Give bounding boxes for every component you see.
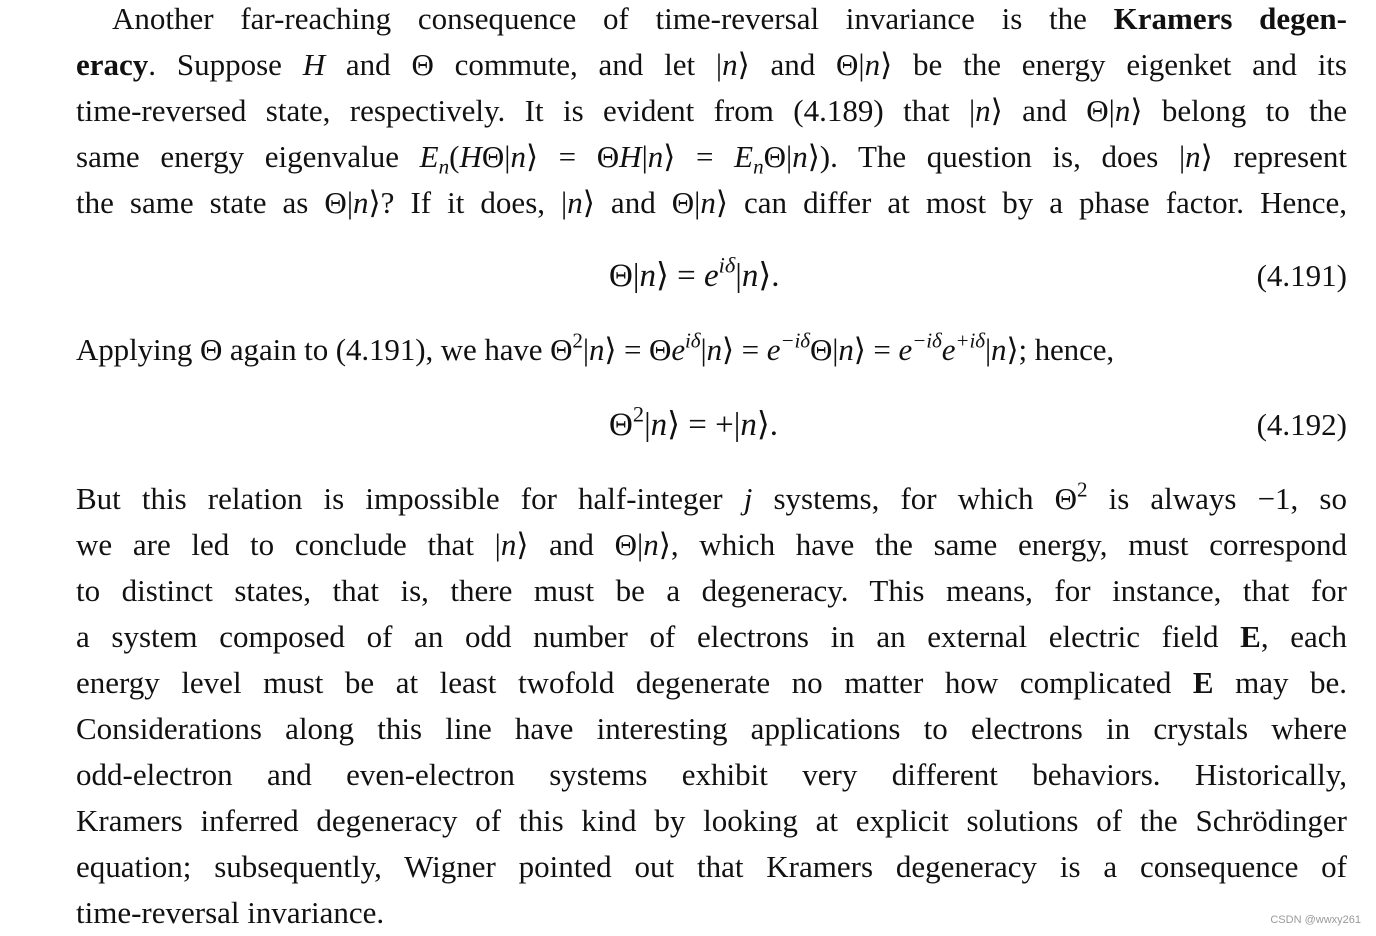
text-line: Kramers inferred degeneracy of this kind by looking at explicit solutions of the Schrödinger <box>76 803 1347 838</box>
text-line: a system composed of an odd number of electrons in an external electric field E, each <box>76 619 1348 654</box>
text-line: time-reversed state, respectively. It is evident from (4.189) that |n⟩ and Θ|n⟩ belong to the <box>76 93 1348 128</box>
text-line: the same state as Θ|n⟩? If it does, |n⟩ and Θ|n⟩ can differ at most by a phase factor. Hence, <box>76 185 1347 220</box>
text-line: Applying Θ again to (4.191), we have $\Theta^2|n⟩$ = $\Theta e^{i\delta}|n⟩$ = $e^{-i\delta}\Theta|n⟩$ = $e^{-i\delta}e^{+i\delta}|n⟩$; hence, <box>76 328 1115 367</box>
term-kramers-degeneracy: Kramers degen- <box>1113 1 1347 36</box>
paragraph-half-integer <box>76 476 1347 936</box>
watermark: CSDN @wwxy261 <box>1270 914 1361 926</box>
equation-number: (4.192) <box>1256 407 1347 442</box>
text-line: Another far-reaching consequence of time-reversal invariance is the Kramers degen- <box>112 1 1347 36</box>
text-line: time-reversal invariance. <box>76 895 385 930</box>
paragraph-kramers-intro <box>76 0 1347 226</box>
applying-line <box>76 327 1347 373</box>
equation-4-192 <box>76 402 1347 448</box>
equation-number: (4.191) <box>1256 258 1347 293</box>
text-line: we are led to conclude that |n⟩ and Θ|n⟩, which have the same energy, must correspond <box>76 527 1347 562</box>
text-line: But this relation is impossible for half-integer j systems, for which $\Theta^2$ is always −1, so <box>76 477 1347 516</box>
text-line: energy level must be at least twofold degenerate no matter how complicated E may be. <box>76 665 1347 700</box>
text-line: Considerations along this line have interesting applications to electrons in crystals where <box>76 711 1347 746</box>
equation-body: $\Theta^2|n⟩$ = +|n⟩. <box>609 401 778 443</box>
equation-4-191 <box>76 253 1347 299</box>
text-line: equation; subsequently, Wigner pointed out that Kramers degeneracy is a consequence of <box>76 849 1347 884</box>
text-line: same energy eigenvalue $E_n(H\Theta|n⟩$ = ΘH|n⟩ = $E_n\Theta|n⟩$). The question is, does |n⟩ represent <box>76 139 1347 179</box>
equation-body: Θ|n⟩ = $e^{i\delta}|n⟩$. <box>609 252 780 294</box>
text-line: to distinct states, that is, there must be a degeneracy. This means, for instance, that for <box>76 573 1347 608</box>
text-line: odd-electron and even-electron systems exhibit very different behaviors. Historically, <box>76 757 1347 792</box>
text-line: eracy. Suppose H and Θ commute, and let |n⟩ and Θ|n⟩ be the energy eigenket and its <box>76 47 1347 82</box>
